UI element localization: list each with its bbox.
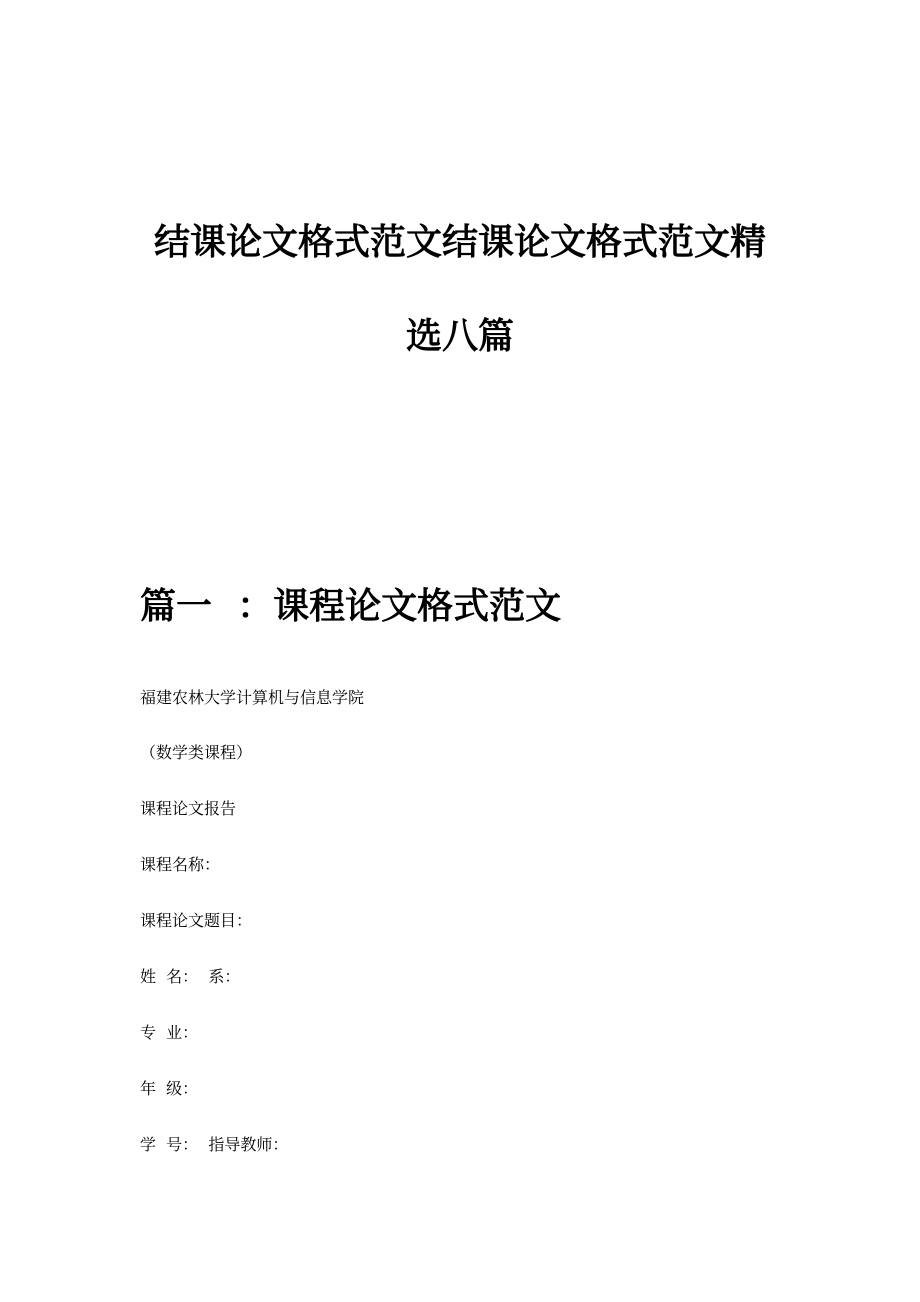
grade-field: 年 级：: [140, 1079, 199, 1098]
major-field: 专 业：: [140, 1023, 199, 1042]
course-category: （数学类课程）: [140, 743, 253, 762]
report-type: 课程论文报告: [140, 799, 237, 818]
name-department-field: 姓 名： 系：: [140, 967, 241, 986]
college-name: 福建农林大学计算机与信息学院: [140, 688, 365, 707]
document-title-line-2: 选八篇: [405, 315, 514, 357]
paper-topic-field: 课程论文题目：: [140, 911, 253, 930]
course-name-field: 课程名称：: [140, 855, 221, 874]
section-heading: 篇一 ：课程论文格式范文: [140, 585, 562, 627]
document-title-line-1: 结课论文格式范文结课论文格式范文精: [153, 221, 766, 263]
student-id-advisor-field: 学 号： 指导教师：: [140, 1135, 289, 1154]
